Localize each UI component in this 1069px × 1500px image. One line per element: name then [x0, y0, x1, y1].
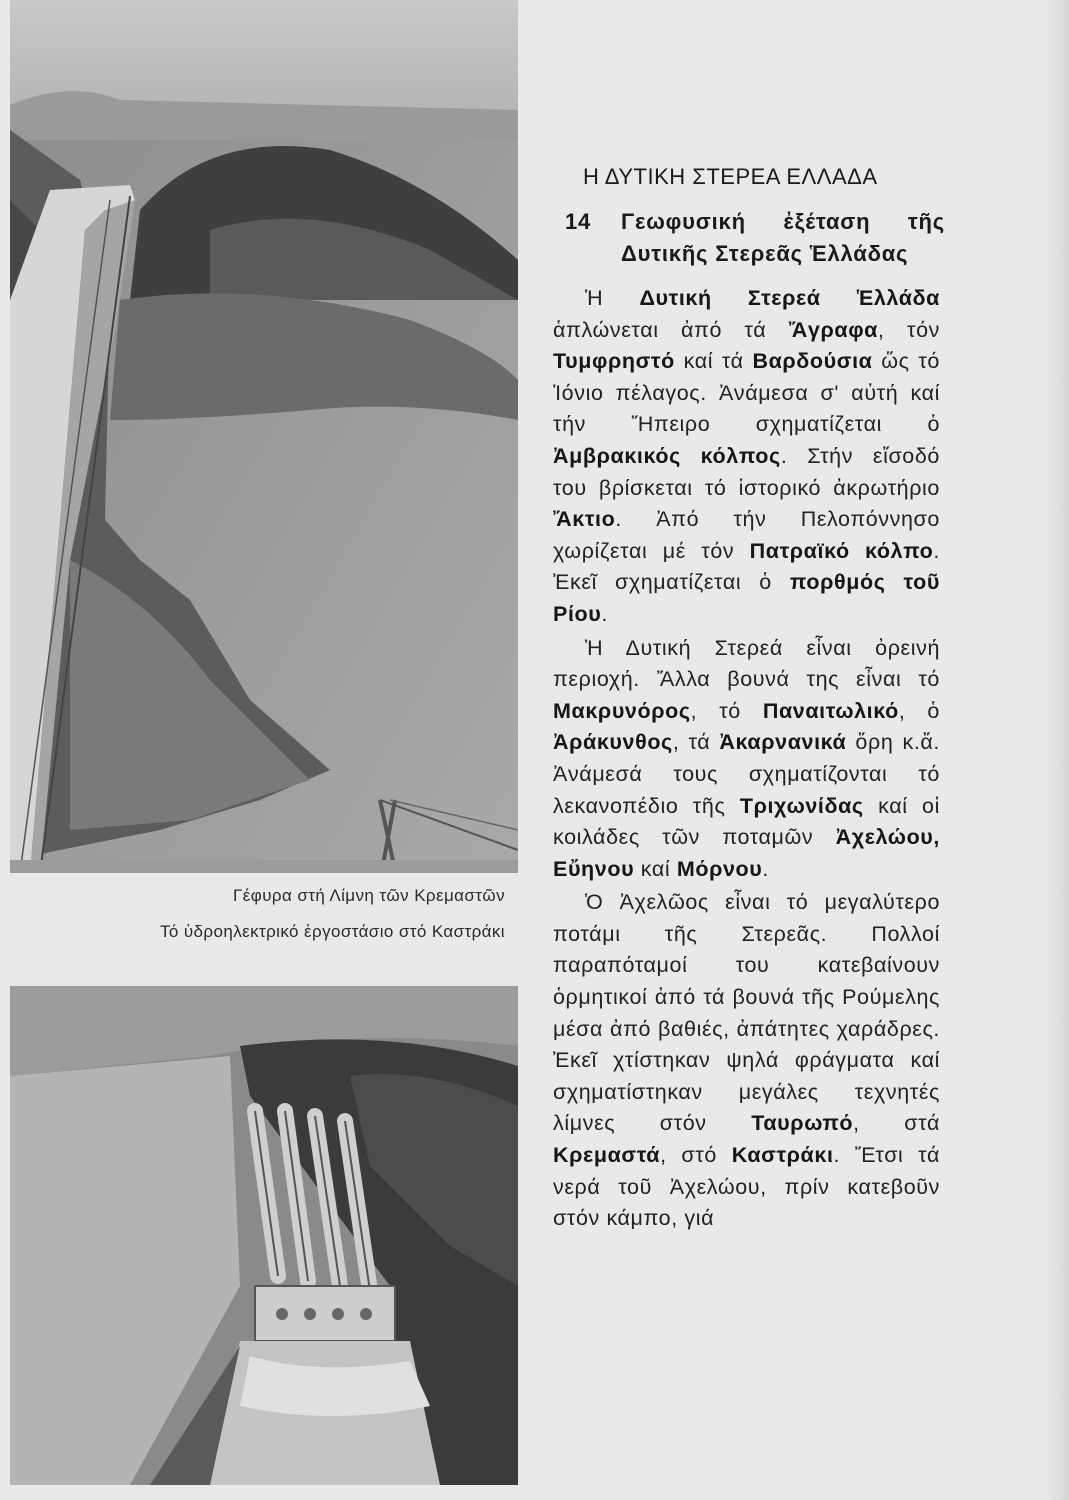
bold-term: Παναιτωλικό [762, 698, 899, 723]
text-run: . [762, 856, 769, 881]
text-run: , στό [660, 1143, 732, 1168]
hydroelectric-plant-photo [10, 986, 518, 1485]
text-run: καί [634, 856, 677, 881]
text-run: Ὁ Ἀχελῶος εἶναι τό μεγαλύτερο ποτάμι τῆς Στερεᾶς. Πολλοί παραπόταμοί του κατεβαίνουν ὁρμητικοί ἀπό τά βουνά τῆς Ρούμελης μέσα ἀπό βαθιές, ἀπάτητες χαράδρες. Ἐκεῖ χτίστηκαν ψηλά φράγματα καί σχηματίστηκαν μεγάλες τεχνητές λίμνες στόν [553, 890, 940, 1136]
paragraph [553, 887, 940, 1235]
lesson-heading [565, 206, 945, 270]
text-run: . Ἀπό τήν Πελοπόννησο χωρίζεται μέ τόν [553, 507, 940, 563]
bold-term: Ἄκτιο [553, 507, 616, 532]
bold-term: πορθμός τοῦ Ρίου [553, 570, 940, 626]
bold-term: Καστράκι [731, 1143, 834, 1168]
text-run: ὄρη κ.ἄ. Ἀνάμεσά τους σχηματίζονται τό λεκανοπέδιο τῆς [553, 730, 940, 818]
paragraph [553, 283, 940, 631]
text-run: Ἡ Δυτική Στερεά εἶναι ὀρεινή περιοχή. Ἄλλα βουνά της εἶναι τό [553, 635, 940, 692]
text-run: . Ἐκεῖ σχηματίζεται ὁ [553, 538, 940, 595]
text-run: καί οἱ κοιλάδες τῶν ποταμῶν [553, 793, 940, 850]
bold-term: Τυμφρηστό [553, 349, 675, 374]
page-edge-shadow [1047, 0, 1069, 1500]
bold-term: Ἀμβρακικός κόλπος [553, 443, 781, 468]
photo-caption-bottom: Τό ὑδροηλεκτρικό ἐργοστάσιο στό Καστράκι [159, 922, 505, 941]
text-run: . Ἔτσι τά νερά τοῦ Ἀχελώου, πρίν κατεβοῦν στόν κάμπο, γιά [553, 1143, 940, 1231]
bold-term: Πατραϊκό κόλπο [749, 538, 934, 563]
text-run: ὥς τό Ἰόνιο πέλαγος. Ἀνάμεσα σ' αὐτή καί τήν Ἤπειρο σχηματίζεται ὁ [553, 349, 940, 437]
bold-term: Μακρυνόρος [553, 698, 691, 723]
bold-term: Βαρδούσια [752, 349, 873, 374]
text-run: καί τά [674, 349, 753, 374]
text-run: Ἡ [585, 286, 640, 310]
bold-term: Ταυρωπό [751, 1111, 854, 1136]
text-run: , ὁ [898, 698, 940, 723]
text-run: . Στήν εἴσοδό του βρίσκεται τό ἱστορικό ἀκρωτήριο [553, 443, 940, 500]
text-run: . [601, 601, 608, 626]
bold-term: Ἄγραφα [788, 317, 879, 342]
chapter-header: Η ΔΥΤΙΚΗ ΣΤΕΡΕΑ ΕΛΛΑΔΑ [583, 164, 878, 189]
bold-term: Ἀράκυνθος [553, 730, 673, 755]
bold-term: Ἀχελώου, Εὔηνου [553, 825, 940, 881]
text-run: , στά [853, 1111, 940, 1136]
photo-caption-top: Γέφυρα στή Λίμνη τῶν Κρεμαστῶν [233, 886, 505, 905]
bold-term: Κρεμαστά [553, 1143, 661, 1168]
paragraph [553, 633, 940, 886]
article-body [553, 283, 940, 1237]
bold-term: Τριχωνίδας [739, 793, 864, 818]
text-run: , τό [690, 698, 763, 723]
bold-term: Ἀκαρνανικά [719, 730, 847, 755]
bold-term: Δυτική Στερεά Ἑλλάδα [639, 286, 940, 310]
text-run: , τά [672, 730, 720, 755]
text-run: , τόν [878, 317, 940, 342]
text-run: ἁπλώνεται ἀπό τά [553, 317, 789, 342]
bold-term: Μόρνου [676, 856, 763, 881]
bridge-photo [10, 0, 518, 873]
lesson-title: Γεωφυσική ἐξέταση τῆς Δυτικῆς Στερεᾶς Ἑλλάδας [621, 209, 945, 266]
lesson-number: 14 [565, 209, 592, 234]
